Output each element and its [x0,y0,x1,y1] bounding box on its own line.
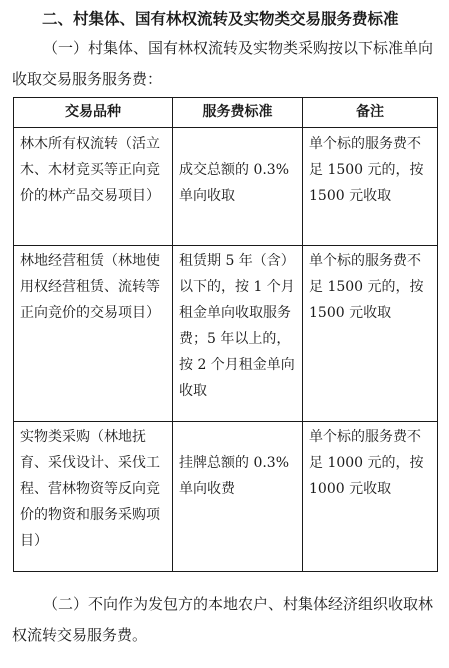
cell-note: 单个标的服务费不足 1000 元的，按 1000 元收取 [303,422,438,572]
header-note: 备注 [303,98,438,128]
header-fee: 服务费标准 [173,98,303,128]
cell-note: 单个标的服务费不足 1500 元的，按 1500 元收取 [303,246,438,422]
section-heading: 二、村集体、国有林权流转及实物类交易服务费标准 [42,10,399,28]
cell-note: 单个标的服务费不足 1500 元的，按 1500 元收取 [303,128,438,246]
cell-item: 实物类采购（林地抚育、采伐设计、采伐工程、营林物资等反向竞价的物资和服务采购项目） [14,422,173,572]
header-item: 交易品种 [14,98,173,128]
cell-fee: 租赁期 5 年（含）以下的，按 1 个月租金单向收取服务费；5 年以上的，按 2 个月租金单向收取 [173,246,303,422]
intro-paragraph: （一）村集体、国有林权流转及实物类采购按以下标准单向收取交易服务服务费： [12,39,434,88]
table-row [14,246,438,422]
cell-item: 林木所有权流转（活立木、木材竞买等正向竞价的林产品交易项目） [14,128,173,246]
cell-item: 林地经营租赁（林地使用权经营租赁、流转等正向竞价的交易项目） [14,246,173,422]
cell-fee-text: 成交总额的 0.3%单向收取 [179,162,290,204]
table-header-row [14,98,438,128]
table-row [14,422,438,572]
cell-fee [173,128,303,246]
cell-fee-text: 挂牌总额的 0.3%单向收费 [179,455,290,497]
cell-fee [173,422,303,572]
closing-paragraph: （二）不向作为发包方的本地农户、村集体经济组织收取林权流转交易服务费。 [12,595,434,644]
fee-standard-table [13,97,438,572]
table-row [14,128,438,246]
